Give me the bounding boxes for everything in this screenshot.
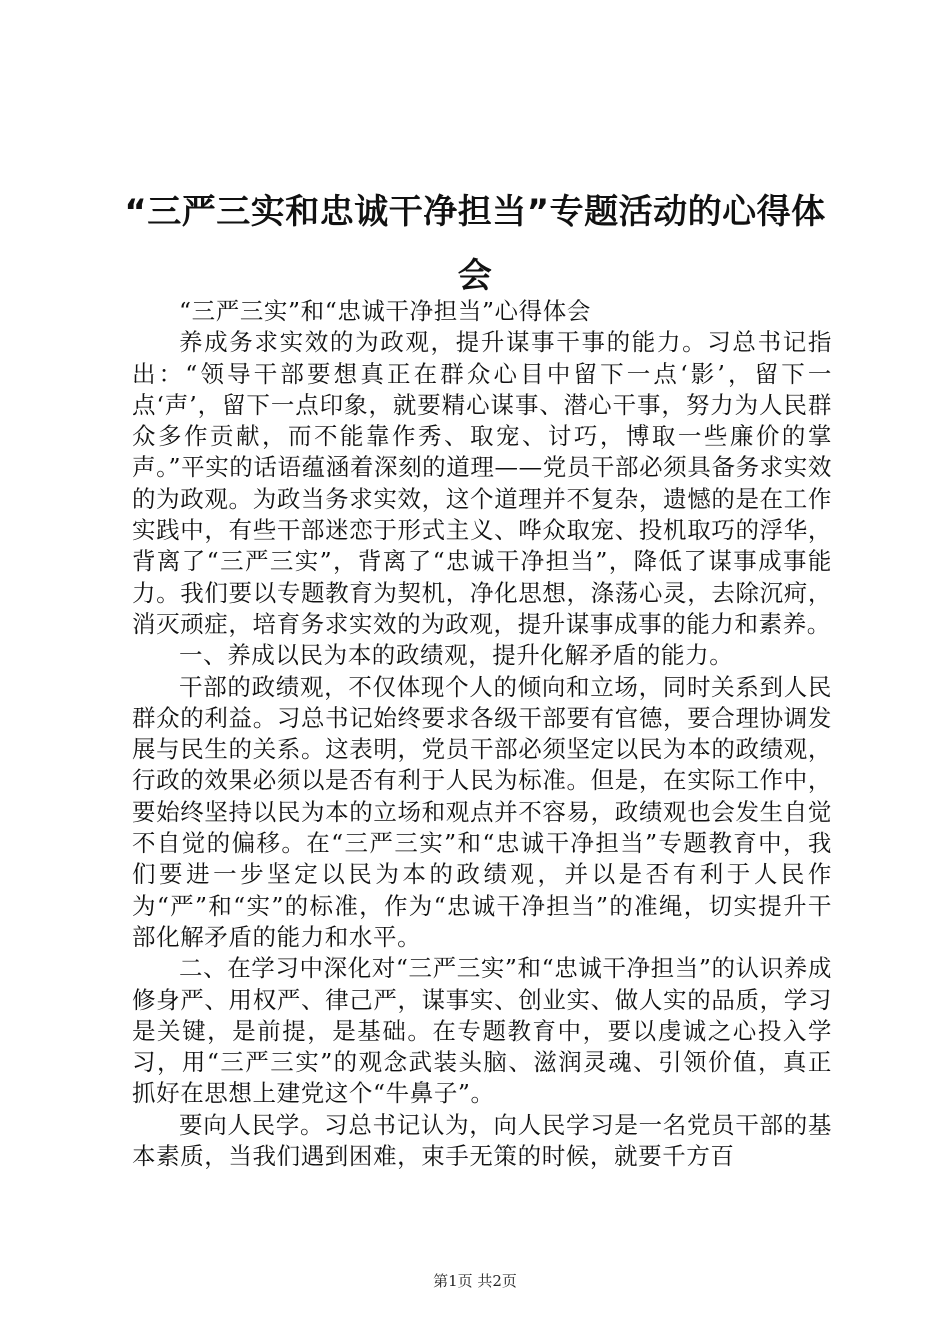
paragraph-heading-1: 一、养成以民为本的政绩观，提升化解矛盾的能力。: [179, 641, 734, 670]
paragraph: 要向人民学。习总书记认为，向人民学习是一名党员干部的基本素质，当我们遇到困难，束手无策的时候，就要千方百: [132, 1110, 832, 1171]
paragraph-subtitle: “三严三实”和“忠诚干净担当”心得体会: [179, 297, 591, 325]
document-body: [132, 296, 832, 1172]
paragraph-heading-2: 二、在学习中深化对“三严三实”和“忠诚干净担当”的认识养成修身严、用权严、律己严，谋事实、创业实、做人实的品质，学习是关键，是前提，是基础。在专题教育中，要以虔诚之心投入学习，用“三严三实”的观念武装头脑、滋润灵魂、引领价值，真正抓好在思想上建党这个“牛鼻子”。: [132, 954, 832, 1108]
document-title: “三严三实和忠诚干净担当”专题活动的心得体会: [124, 192, 826, 296]
paragraph: 干部的政绩观，不仅体现个人的倾向和立场，同时关系到人民群众的利益。习总书记始终要求各级干部要有官德，要合理协调发展与民生的关系。这表明，党员干部必须坚定以民为本的政绩观，行政的效果必须以是否有利于人民为标准。但是，在实际工作中，要始终坚持以民为本的立场和观点并不容易，政绩观也会发生自觉不自觉的偏移。在“三严三实”和“忠诚干净担当”专题教育中，我们要进一步坚定以民为本的政绩观，并以是否有利于人民作为“严”和“实”的标准，作为“忠诚干净担当”的准绳，切实提升干部化解矛盾的能力和水平。: [132, 672, 832, 951]
page-footer: 第1页 共2页: [433, 1272, 517, 1290]
paragraph: 养成务求实效的为政观，提升谋事干事的能力。习总书记指出：“领导干部要想真正在群众心目中留下一点‘影’，留下一点‘声’，留下一点印象，就要精心谋事、潜心干事，努力为人民群众多作贡献，而不能靠作秀、取宠、讨巧，博取一些廉价的掌声。”平实的话语蕴涵着深刻的道理——党员干部必须具备务求实效的为政观。为政当务求实效，这个道理并不复杂，遗憾的是在工作实践中，有些干部迷恋于形式主义、哗众取宠、投机取巧的浮华，背离了“三严三实”，背离了“忠诚干净担当”，降低了谋事成事能力。我们要以专题教育为契机，净化思想，涤荡心灵，去除沉疴，消灭顽症，培育务求实效的为政观，提升谋事成事的能力和素养。: [132, 328, 832, 638]
